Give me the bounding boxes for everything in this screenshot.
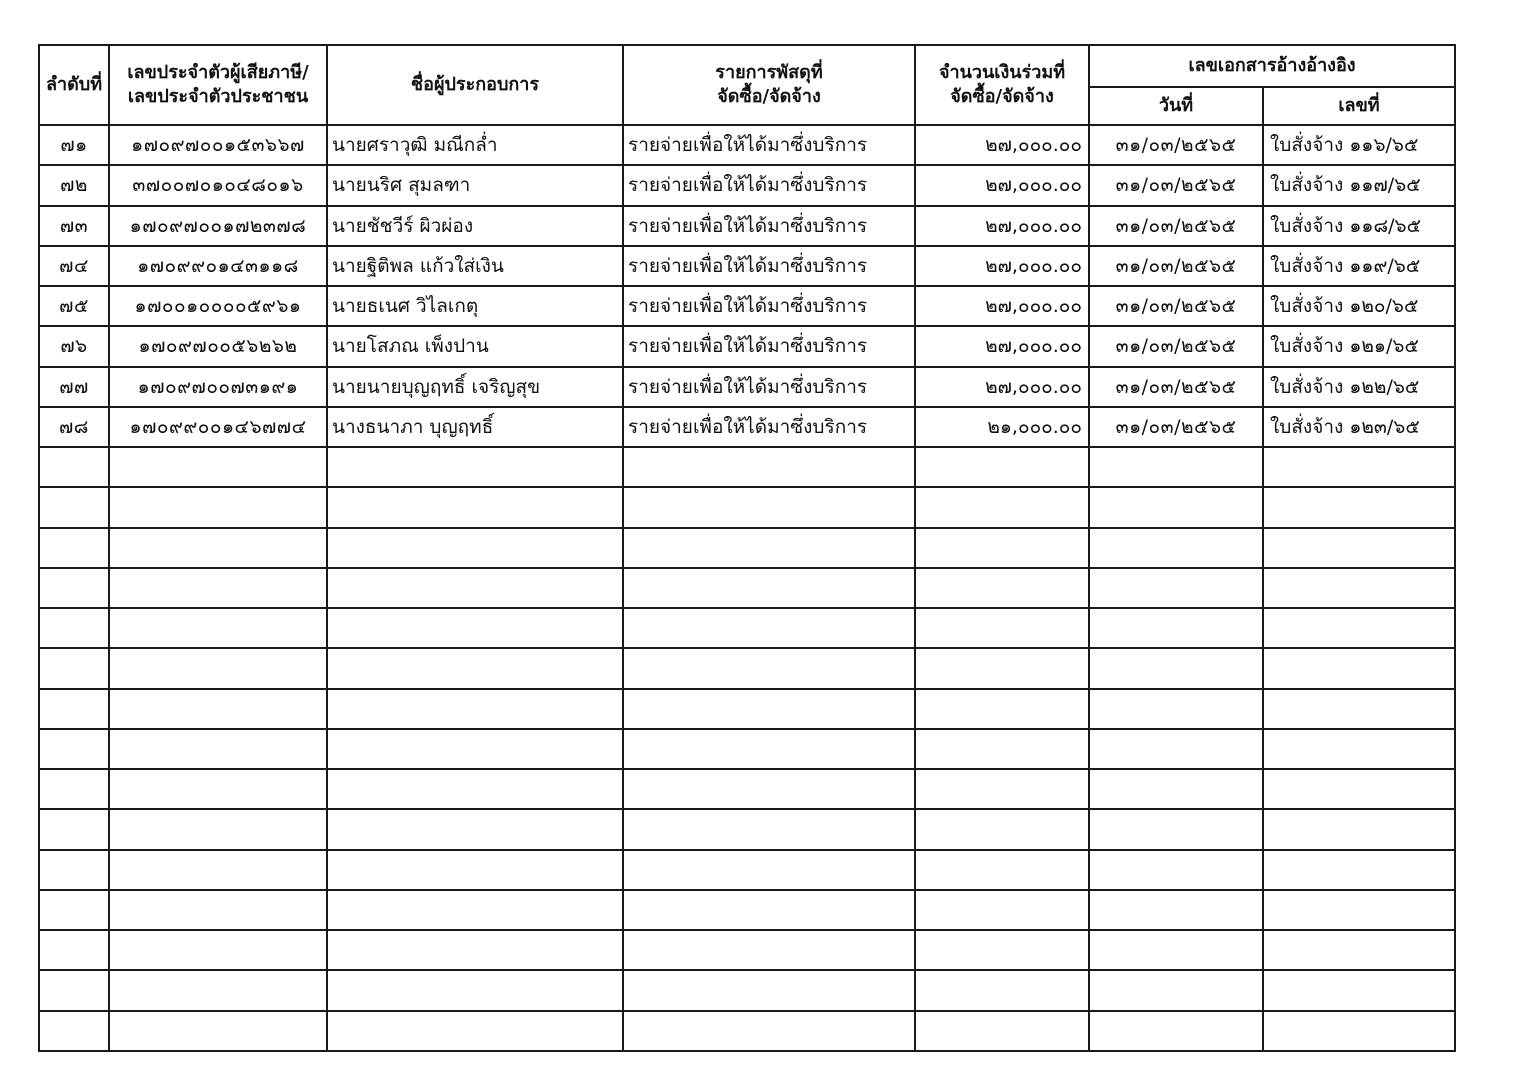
empty-cell <box>915 850 1089 890</box>
table-row <box>39 165 1455 205</box>
reference-number-cell: ใบสั่งจ้าง ๑๑๖/๖๕ <box>1263 125 1455 165</box>
empty-cell <box>623 568 915 608</box>
empty-cell <box>915 890 1089 930</box>
empty-cell <box>623 809 915 849</box>
empty-cell <box>39 930 109 970</box>
empty-cell <box>109 689 327 729</box>
table-row <box>39 246 1455 286</box>
empty-table-row <box>39 729 1455 769</box>
item-description-cell: รายจ่ายเพื่อให้ได้มาซึ่งบริการ <box>623 206 915 246</box>
empty-cell <box>1089 729 1263 769</box>
empty-cell <box>623 528 915 568</box>
vendor-name-cell: นายโสภณ เพ็งปาน <box>327 326 623 366</box>
empty-cell <box>327 487 623 527</box>
header-item-line1: รายการพัสดุที่ <box>715 61 823 83</box>
empty-cell <box>915 930 1089 970</box>
header-ref-no: เลขที่ <box>1263 87 1455 125</box>
header-amount <box>915 45 1089 125</box>
empty-table-row <box>39 970 1455 1010</box>
empty-cell <box>327 850 623 890</box>
empty-cell <box>915 689 1089 729</box>
header-vendor: ชื่อผู้ประกอบการ <box>327 45 623 125</box>
empty-table-row <box>39 890 1455 930</box>
header-reference: เลขเอกสารอ้างอ้างอิง <box>1089 45 1455 87</box>
table-body <box>39 125 1455 1051</box>
empty-table-row <box>39 689 1455 729</box>
empty-cell <box>39 1011 109 1052</box>
tax-id-cell: ๑๗๐๙๗๐๐๑๕๓๖๖๗ <box>109 125 327 165</box>
empty-cell <box>1089 689 1263 729</box>
empty-cell <box>623 648 915 688</box>
empty-cell <box>39 809 109 849</box>
empty-cell <box>39 769 109 809</box>
empty-cell <box>39 850 109 890</box>
empty-cell <box>1089 970 1263 1010</box>
empty-cell <box>109 568 327 608</box>
empty-cell <box>623 689 915 729</box>
empty-cell <box>109 970 327 1010</box>
empty-cell <box>327 528 623 568</box>
tax-id-cell: ๑๗๐๐๑๐๐๐๐๕๙๖๑ <box>109 286 327 326</box>
empty-cell <box>1263 1011 1455 1052</box>
empty-cell <box>1089 1011 1263 1052</box>
empty-cell <box>1089 890 1263 930</box>
reference-date-cell: ๓๑/๐๓/๒๕๖๕ <box>1089 165 1263 205</box>
empty-cell <box>109 850 327 890</box>
empty-cell <box>1263 648 1455 688</box>
empty-cell <box>915 568 1089 608</box>
empty-cell <box>327 608 623 648</box>
empty-cell <box>623 608 915 648</box>
empty-table-row <box>39 850 1455 890</box>
empty-table-row <box>39 809 1455 849</box>
reference-date-cell: ๓๑/๐๓/๒๕๖๕ <box>1089 286 1263 326</box>
tax-id-cell: ๑๗๐๙๗๐๐๕๖๒๖๒ <box>109 326 327 366</box>
empty-cell <box>327 447 623 487</box>
empty-cell <box>109 809 327 849</box>
empty-cell <box>1089 648 1263 688</box>
empty-cell <box>109 648 327 688</box>
empty-cell <box>915 809 1089 849</box>
empty-cell <box>39 447 109 487</box>
empty-table-row <box>39 769 1455 809</box>
empty-cell <box>1263 568 1455 608</box>
empty-cell <box>915 648 1089 688</box>
empty-table-row <box>39 568 1455 608</box>
empty-cell <box>39 487 109 527</box>
empty-cell <box>1089 850 1263 890</box>
empty-cell <box>623 729 915 769</box>
empty-cell <box>109 608 327 648</box>
vendor-name-cell: นายธเนศ วิไลเกตุ <box>327 286 623 326</box>
procurement-table <box>38 44 1456 1052</box>
empty-cell <box>1089 568 1263 608</box>
empty-cell <box>623 930 915 970</box>
empty-cell <box>623 487 915 527</box>
empty-cell <box>1089 528 1263 568</box>
row-number: ๗๒ <box>39 165 109 205</box>
tax-id-cell: ๓๗๐๐๗๐๑๐๔๘๐๑๖ <box>109 165 327 205</box>
empty-cell <box>109 447 327 487</box>
amount-cell: ๒๗,๐๐๐.๐๐ <box>915 286 1089 326</box>
empty-table-row <box>39 487 1455 527</box>
row-number: ๗๑ <box>39 125 109 165</box>
empty-cell <box>109 890 327 930</box>
empty-cell <box>327 689 623 729</box>
empty-cell <box>327 769 623 809</box>
reference-number-cell: ใบสั่งจ้าง ๑๒๒/๖๕ <box>1263 367 1455 407</box>
empty-cell <box>39 890 109 930</box>
empty-cell <box>1263 729 1455 769</box>
header-item <box>623 45 915 125</box>
empty-cell <box>1263 487 1455 527</box>
empty-table-row <box>39 447 1455 487</box>
empty-cell <box>623 890 915 930</box>
empty-cell <box>327 568 623 608</box>
empty-cell <box>1089 769 1263 809</box>
table-row <box>39 367 1455 407</box>
empty-cell <box>39 970 109 1010</box>
row-number: ๗๖ <box>39 326 109 366</box>
tax-id-cell: ๑๗๐๙๗๐๐๗๓๑๙๑ <box>109 367 327 407</box>
empty-table-row <box>39 608 1455 648</box>
empty-cell <box>1263 769 1455 809</box>
row-number: ๗๔ <box>39 246 109 286</box>
empty-cell <box>327 930 623 970</box>
vendor-name-cell: นายศราวุฒิ มณีกล่ำ <box>327 125 623 165</box>
reference-number-cell: ใบสั่งจ้าง ๑๑๙/๖๕ <box>1263 246 1455 286</box>
empty-cell <box>1263 608 1455 648</box>
item-description-cell: รายจ่ายเพื่อให้ได้มาซึ่งบริการ <box>623 246 915 286</box>
empty-cell <box>915 487 1089 527</box>
header-amount-line1: จำนวนเงินร่วมที่ <box>938 61 1066 83</box>
empty-cell <box>39 648 109 688</box>
item-description-cell: รายจ่ายเพื่อให้ได้มาซึ่งบริการ <box>623 286 915 326</box>
empty-cell <box>39 528 109 568</box>
empty-cell <box>1263 689 1455 729</box>
empty-cell <box>109 729 327 769</box>
vendor-name-cell: นายชัชวีร์ ผิวผ่อง <box>327 206 623 246</box>
empty-cell <box>109 1011 327 1052</box>
empty-cell <box>327 729 623 769</box>
tax-id-cell: ๑๗๐๙๙๐๑๔๓๑๑๘ <box>109 246 327 286</box>
empty-table-row <box>39 528 1455 568</box>
empty-cell <box>1089 809 1263 849</box>
row-number: ๗๕ <box>39 286 109 326</box>
header-item-line2: จัดซื้อ/จัดจ้าง <box>717 86 821 107</box>
empty-cell <box>623 970 915 1010</box>
vendor-name-cell: นายนายบุญฤทธิ์ เจริญสุข <box>327 367 623 407</box>
reference-date-cell: ๓๑/๐๓/๒๕๖๕ <box>1089 206 1263 246</box>
vendor-name-cell: นางธนาภา บุญฤทธิ์ <box>327 407 623 447</box>
table-row <box>39 286 1455 326</box>
empty-cell <box>327 970 623 1010</box>
table-header-row <box>39 45 1455 87</box>
reference-date-cell: ๓๑/๐๓/๒๕๖๕ <box>1089 125 1263 165</box>
empty-cell <box>1089 930 1263 970</box>
empty-cell <box>1263 930 1455 970</box>
empty-cell <box>39 568 109 608</box>
empty-cell <box>109 930 327 970</box>
row-number: ๗๘ <box>39 407 109 447</box>
empty-cell <box>327 1011 623 1052</box>
procurement-ledger-sheet <box>38 44 1454 1054</box>
empty-cell <box>1089 447 1263 487</box>
empty-table-row <box>39 930 1455 970</box>
header-tax-id <box>109 45 327 125</box>
empty-cell <box>1263 850 1455 890</box>
empty-cell <box>327 809 623 849</box>
header-no: ลำดับที่ <box>39 45 109 125</box>
item-description-cell: รายจ่ายเพื่อให้ได้มาซึ่งบริการ <box>623 165 915 205</box>
reference-date-cell: ๓๑/๐๓/๒๕๖๕ <box>1089 246 1263 286</box>
empty-cell <box>623 1011 915 1052</box>
amount-cell: ๒๗,๐๐๐.๐๐ <box>915 367 1089 407</box>
empty-cell <box>623 850 915 890</box>
empty-cell <box>39 689 109 729</box>
empty-cell <box>915 608 1089 648</box>
table-row <box>39 407 1455 447</box>
item-description-cell: รายจ่ายเพื่อให้ได้มาซึ่งบริการ <box>623 407 915 447</box>
empty-cell <box>1089 608 1263 648</box>
empty-cell <box>1263 809 1455 849</box>
reference-date-cell: ๓๑/๐๓/๒๕๖๕ <box>1089 407 1263 447</box>
empty-cell <box>915 970 1089 1010</box>
row-number: ๗๓ <box>39 206 109 246</box>
vendor-name-cell: นายฐิติพล แก้วใส่เงิน <box>327 246 623 286</box>
tax-id-cell: ๑๗๐๙๙๐๐๑๔๖๗๗๔ <box>109 407 327 447</box>
empty-table-row <box>39 648 1455 688</box>
empty-cell <box>1089 487 1263 527</box>
row-number: ๗๗ <box>39 367 109 407</box>
table-row <box>39 326 1455 366</box>
empty-cell <box>109 487 327 527</box>
empty-cell <box>1263 890 1455 930</box>
empty-cell <box>39 729 109 769</box>
amount-cell: ๒๗,๐๐๐.๐๐ <box>915 125 1089 165</box>
empty-cell <box>109 528 327 568</box>
reference-number-cell: ใบสั่งจ้าง ๑๑๗/๖๕ <box>1263 165 1455 205</box>
vendor-name-cell: นายนริศ สุมลฑา <box>327 165 623 205</box>
empty-cell <box>623 447 915 487</box>
item-description-cell: รายจ่ายเพื่อให้ได้มาซึ่งบริการ <box>623 326 915 366</box>
empty-table-row <box>39 1011 1455 1052</box>
amount-cell: ๒๑,๐๐๐.๐๐ <box>915 407 1089 447</box>
empty-cell <box>915 769 1089 809</box>
empty-cell <box>915 528 1089 568</box>
amount-cell: ๒๗,๐๐๐.๐๐ <box>915 165 1089 205</box>
empty-cell <box>1263 447 1455 487</box>
header-tax-id-line2: เลขประจำตัวประชาชน <box>127 86 309 107</box>
reference-date-cell: ๓๑/๐๓/๒๕๖๕ <box>1089 367 1263 407</box>
item-description-cell: รายจ่ายเพื่อให้ได้มาซึ่งบริการ <box>623 125 915 165</box>
header-ref-date: วันที่ <box>1089 87 1263 125</box>
empty-cell <box>39 608 109 648</box>
empty-cell <box>327 648 623 688</box>
empty-cell <box>327 890 623 930</box>
empty-cell <box>1263 528 1455 568</box>
reference-number-cell: ใบสั่งจ้าง ๑๒๑/๖๕ <box>1263 326 1455 366</box>
reference-number-cell: ใบสั่งจ้าง ๑๒๐/๖๕ <box>1263 286 1455 326</box>
empty-cell <box>915 447 1089 487</box>
reference-number-cell: ใบสั่งจ้าง ๑๒๓/๖๕ <box>1263 407 1455 447</box>
empty-cell <box>1263 970 1455 1010</box>
amount-cell: ๒๗,๐๐๐.๐๐ <box>915 326 1089 366</box>
table-row <box>39 125 1455 165</box>
tax-id-cell: ๑๗๐๙๗๐๐๑๗๒๓๗๘ <box>109 206 327 246</box>
table-row <box>39 206 1455 246</box>
reference-number-cell: ใบสั่งจ้าง ๑๑๘/๖๕ <box>1263 206 1455 246</box>
reference-date-cell: ๓๑/๐๓/๒๕๖๕ <box>1089 326 1263 366</box>
empty-cell <box>109 769 327 809</box>
header-tax-id-line1: เลขประจำตัวผู้เสียภาษี/ <box>127 61 309 83</box>
amount-cell: ๒๗,๐๐๐.๐๐ <box>915 206 1089 246</box>
header-amount-line2: จัดซื้อ/จัดจ้าง <box>950 86 1054 107</box>
empty-cell <box>623 769 915 809</box>
empty-cell <box>915 1011 1089 1052</box>
item-description-cell: รายจ่ายเพื่อให้ได้มาซึ่งบริการ <box>623 367 915 407</box>
amount-cell: ๒๗,๐๐๐.๐๐ <box>915 246 1089 286</box>
empty-cell <box>915 729 1089 769</box>
